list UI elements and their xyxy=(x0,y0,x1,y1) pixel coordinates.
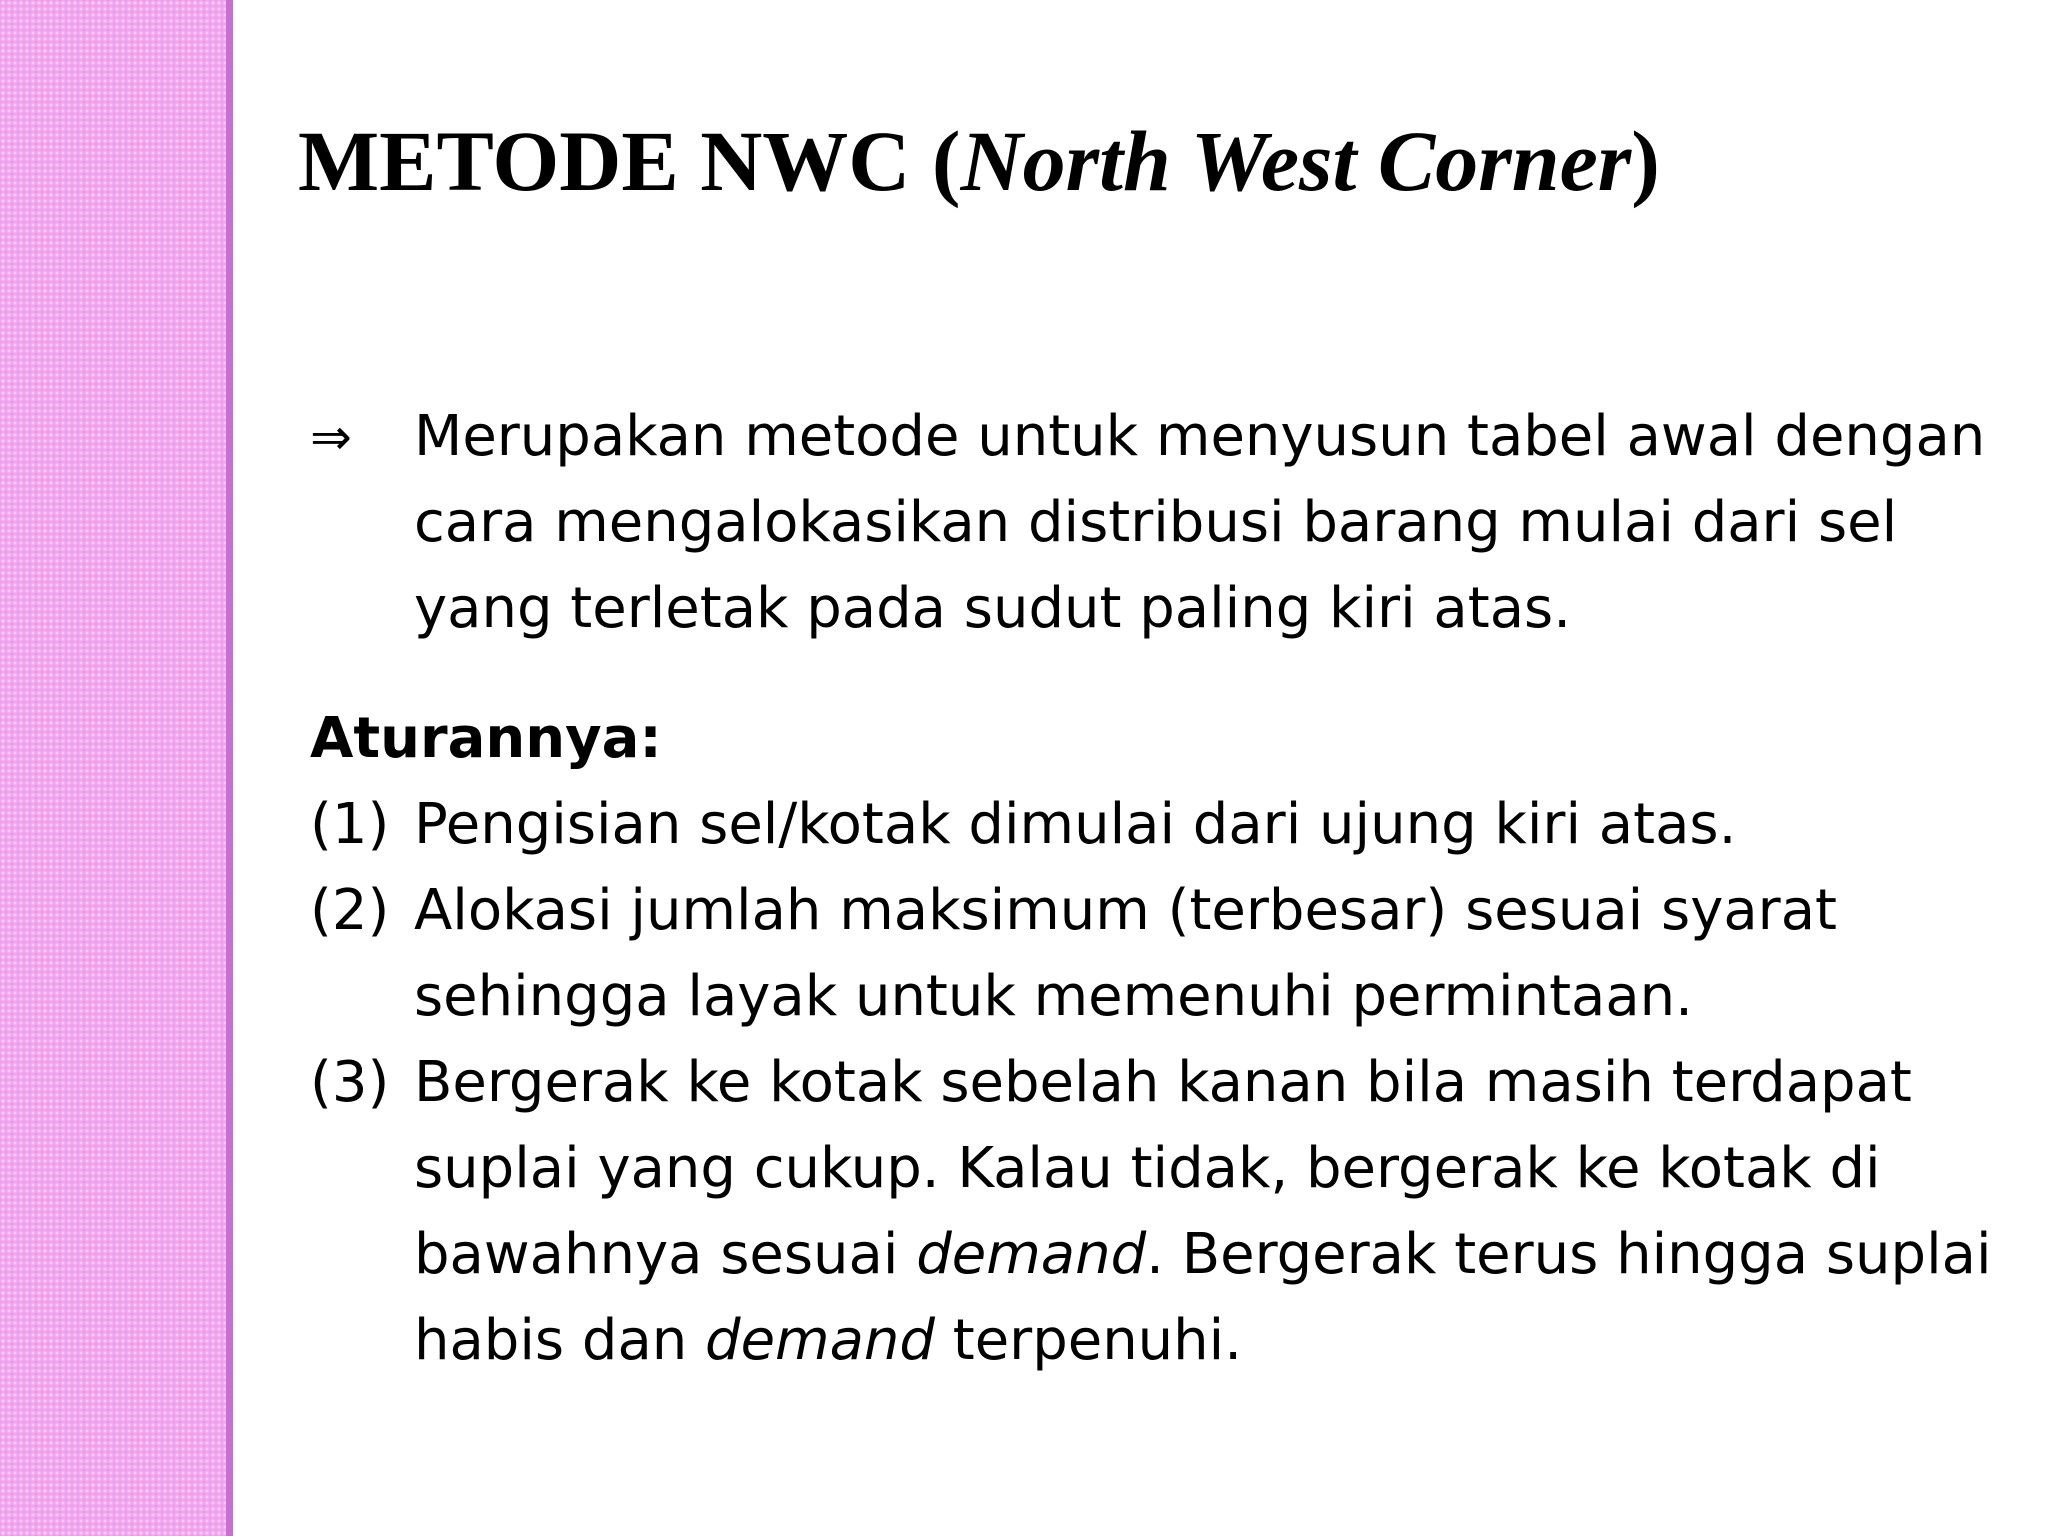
rules-heading: Aturannya: xyxy=(310,706,662,771)
rule-item-3 xyxy=(310,1040,2000,1384)
demand-term: demand xyxy=(916,1222,1147,1287)
bullet-item xyxy=(310,394,2000,652)
demand-term: demand xyxy=(705,1308,935,1373)
sidebar-edge xyxy=(226,0,233,1536)
bullet-text: Merupakan metode untuk menyusun tabel awal dengan cara mengalokasikan distribusi barang mulai dari sel yang terletak pada sudut paling kiri atas. xyxy=(414,404,1986,641)
title-italic: North West Corner xyxy=(960,113,1632,209)
rule-number: (2) xyxy=(310,878,390,943)
rule-item-2 xyxy=(310,868,2000,1040)
rule-item-1 xyxy=(310,782,2000,868)
rule-text: Bergerak ke kotak sebelah kanan bila masih terdapat suplai yang cukup. Kalau tidak, bergerak ke kotak di bawahnya sesuai demand. Bergerak terus hingga suplai habis dan demand terpenuhi. xyxy=(414,1050,1992,1373)
implies-arrow-icon: ⇒ xyxy=(310,408,352,466)
decorative-sidebar xyxy=(0,0,226,1536)
rule-text: Alokasi jumlah maksimum (terbesar) sesuai syarat sehingga layak untuk memenuhi permintaan. xyxy=(414,878,1837,1029)
rule-number: (3) xyxy=(310,1050,390,1115)
rule-number: (1) xyxy=(310,792,390,857)
slide-title: METODE NWC (North West Corner) xyxy=(298,113,1660,209)
rule-text: Pengisian sel/kotak dimulai dari ujung kiri atas. xyxy=(414,792,1737,857)
slide-content xyxy=(310,394,2000,1384)
